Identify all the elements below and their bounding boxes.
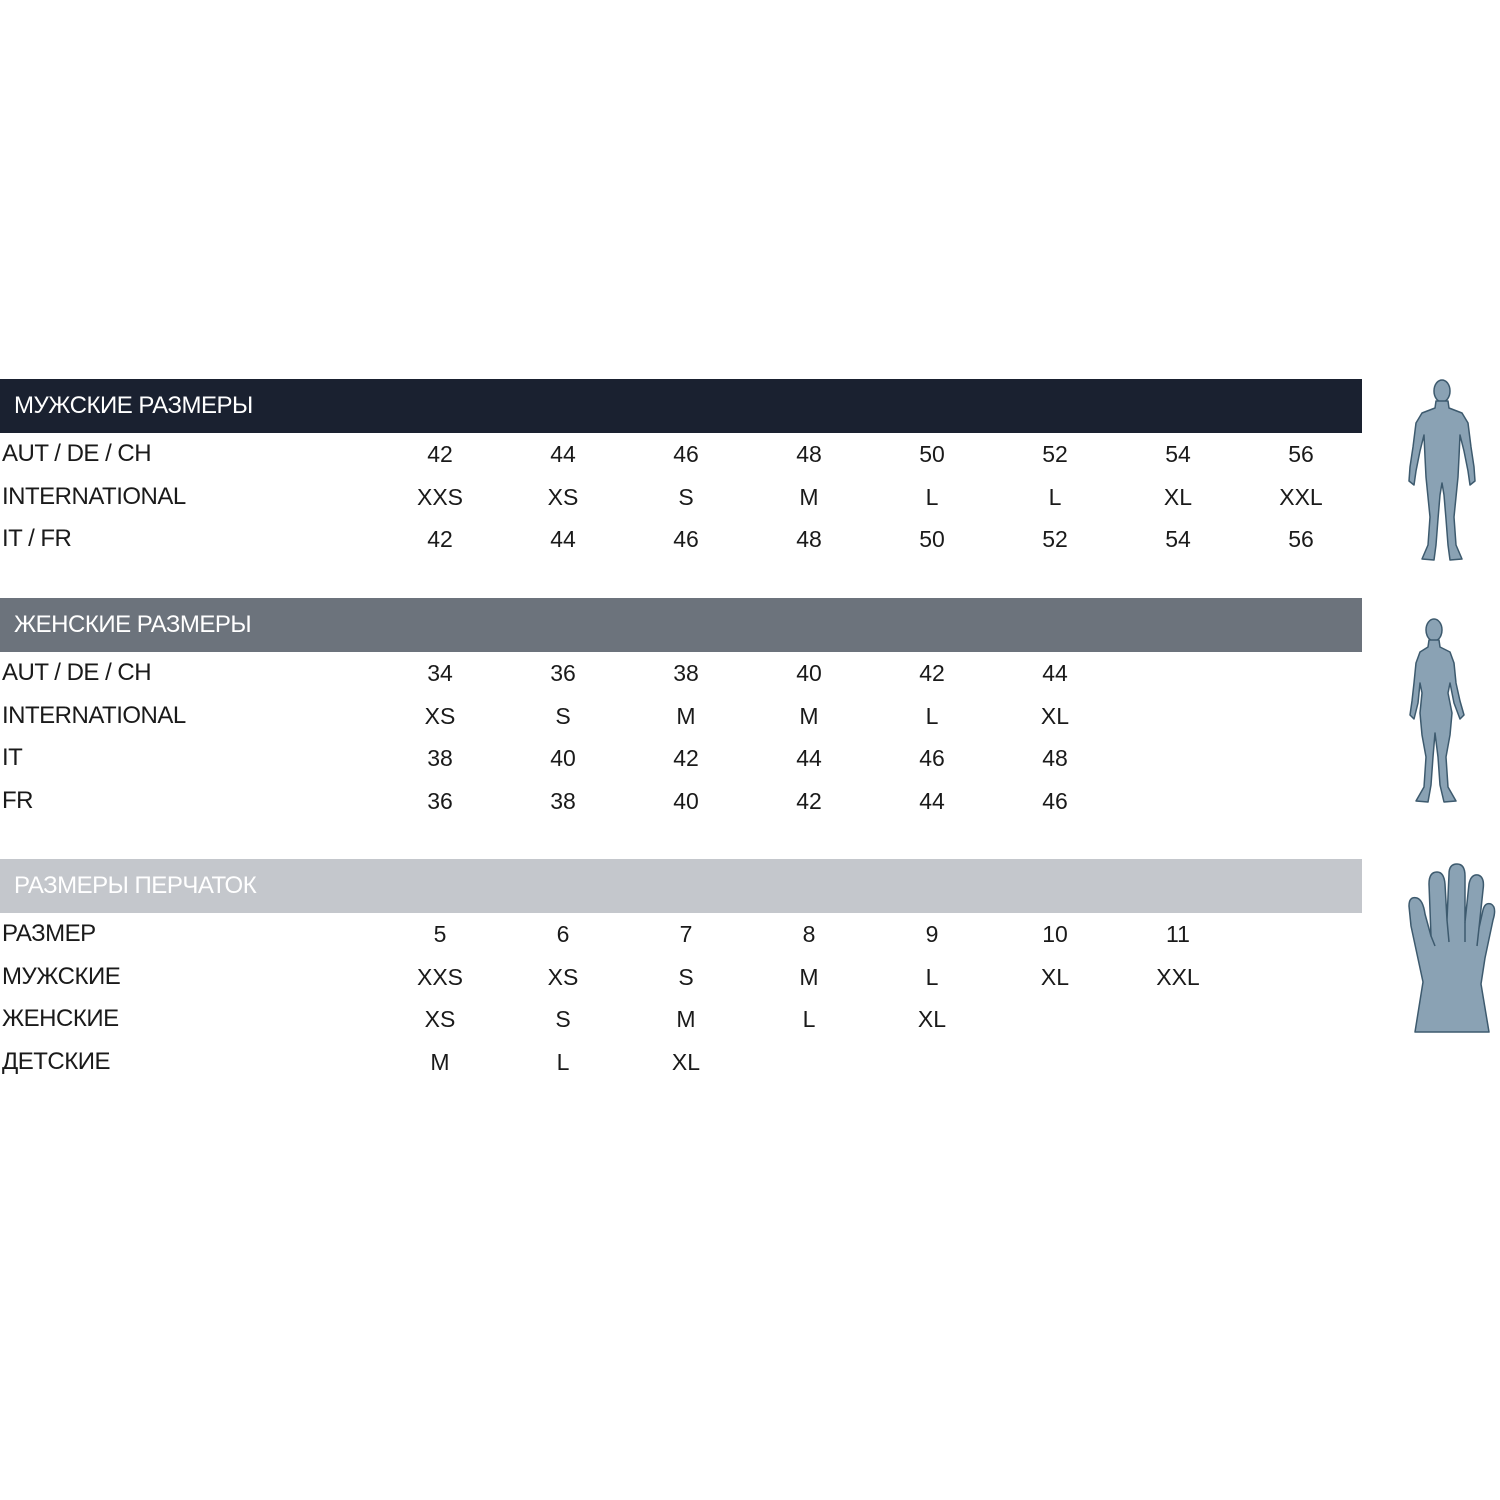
table-cell: 7 [679,921,693,947]
table-cell: 36 [427,787,453,814]
table-cell: L [1048,483,1062,510]
table-cell: M [430,1048,450,1075]
table-cell: 44 [550,441,576,467]
row-label: IT [2,744,23,771]
table-cell: 50 [919,441,945,467]
table-row [0,998,1362,1041]
table-cell: XL [1040,702,1070,729]
table-cell: L [802,1006,816,1032]
men-sizes-header: МУЖСКИЕ РАЗМЕРЫ [0,379,1362,433]
table-cell: XL [1163,483,1193,510]
table-cell: XXS [416,963,464,990]
glove-sizes-table [0,913,1362,1083]
table-cell: XXL [1279,483,1323,510]
table-cell: 54 [1165,441,1191,467]
row-label: МУЖСКИЕ [2,962,121,990]
table-cell: XS [424,1006,456,1032]
table-cell: XS [547,483,579,510]
table-cell: 40 [550,745,576,771]
table-cell: 34 [427,660,453,686]
table-cell: 11 [1166,921,1190,947]
table-cell: 46 [673,526,699,552]
table-cell: 42 [427,526,453,552]
table-row [0,652,1362,695]
glove-icon [1405,862,1497,1037]
row-label: ЖЕНСКИЕ [2,1005,119,1032]
row-label: РАЗМЕР [2,920,96,947]
table-row [0,913,1362,956]
table-cell: L [556,1048,570,1075]
table-cell: L [925,483,939,510]
table-cell: 40 [673,787,699,814]
table-cell: XXL [1156,963,1200,990]
table-cell: 42 [673,745,699,771]
table-cell: 42 [796,787,822,814]
female-body-icon [1398,617,1476,807]
row-label: INTERNATIONAL [2,482,186,510]
table-cell: XS [547,963,579,990]
table-cell: M [799,702,819,729]
table-cell: 44 [550,526,576,552]
row-label: ДЕТСКИЕ [2,1047,110,1075]
table-row [0,695,1362,738]
table-cell: 8 [802,921,816,947]
table-row [0,1041,1362,1084]
table-cell: 46 [1042,787,1068,814]
row-label: AUT / DE / CH [2,659,152,686]
table-cell: 44 [919,787,945,814]
row-label: AUT / DE / CH [2,440,152,467]
table-row [0,780,1362,823]
table-cell: 56 [1288,441,1314,467]
table-cell: M [676,1006,696,1032]
table-cell: XL [917,1006,947,1032]
table-cell: S [678,963,694,990]
row-label: IT / FR [2,525,72,552]
men-sizes-table [0,433,1362,561]
table-cell: XS [424,702,456,729]
table-row [0,433,1362,476]
table-cell: S [555,702,571,729]
table-cell: 36 [550,660,576,686]
table-cell: 54 [1165,526,1191,552]
table-cell: 56 [1288,526,1314,552]
table-cell: 48 [796,526,822,552]
table-cell: 48 [796,441,822,467]
women-sizes-header: ЖЕНСКИЕ РАЗМЕРЫ [0,598,1362,652]
table-row [0,518,1362,561]
table-cell: XXS [416,483,464,510]
glove-sizes-header: РАЗМЕРЫ ПЕРЧАТОК [0,859,1362,913]
table-cell: 48 [1042,745,1068,771]
table-cell: 46 [673,441,699,467]
table-cell: 9 [925,921,939,947]
table-cell: 40 [796,660,822,686]
table-row [0,737,1362,780]
table-cell: 38 [550,787,576,814]
table-cell: 10 [1042,921,1068,947]
table-row [0,956,1362,999]
table-cell: XL [671,1048,701,1075]
table-cell: S [678,483,694,510]
table-cell: 52 [1042,526,1068,552]
table-cell: 42 [427,441,453,467]
table-cell: XL [1040,963,1070,990]
table-cell: 5 [433,921,447,947]
table-cell: L [925,963,939,990]
table-cell: 44 [1042,660,1068,686]
table-cell: M [799,963,819,990]
women-sizes-table [0,652,1362,822]
table-cell: 52 [1042,441,1068,467]
table-cell: 50 [919,526,945,552]
table-cell: L [925,702,939,729]
table-cell: 44 [796,745,822,771]
table-cell: M [676,702,696,729]
row-label: INTERNATIONAL [2,701,186,729]
table-cell: S [555,1006,571,1032]
table-cell: 38 [673,660,699,686]
table-cell: 6 [556,921,570,947]
row-label: FR [2,786,33,814]
table-cell: 46 [919,745,945,771]
male-body-icon [1398,377,1486,567]
table-cell: M [799,483,819,510]
table-cell: 42 [919,660,945,686]
table-row [0,476,1362,519]
table-cell: 38 [427,745,453,771]
